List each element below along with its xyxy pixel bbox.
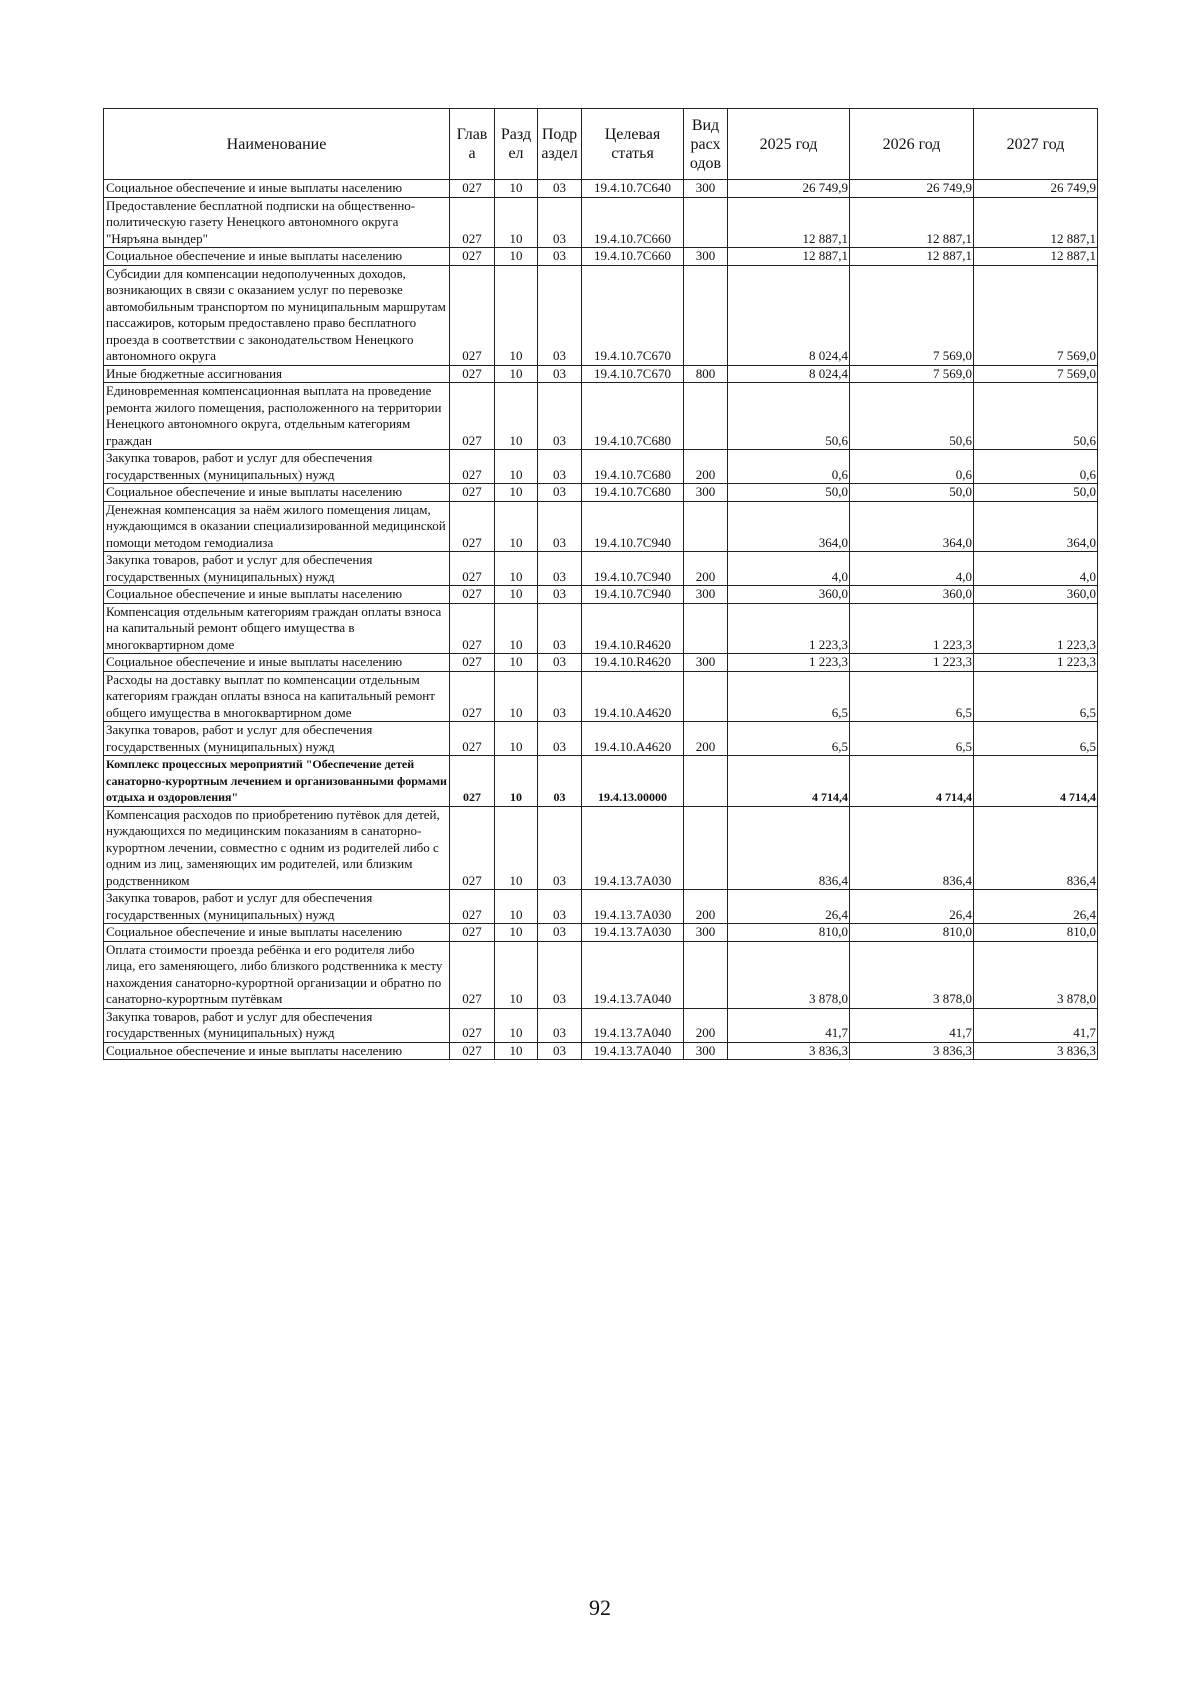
cell-vid bbox=[684, 806, 728, 890]
cell-2027: 810,0 bbox=[974, 924, 1098, 942]
cell-razdel: 10 bbox=[495, 450, 538, 484]
cell-statya: 19.4.10.А4620 bbox=[582, 722, 684, 756]
cell-vid bbox=[684, 383, 728, 450]
cell-vid: 800 bbox=[684, 365, 728, 383]
cell-podrazdel: 03 bbox=[538, 756, 582, 807]
header-razdel: Разд ел bbox=[495, 109, 538, 180]
cell-name: Закупка товаров, работ и услуг для обеспечения государственных (муниципальных) нужд bbox=[104, 1008, 450, 1042]
cell-razdel: 10 bbox=[495, 586, 538, 604]
cell-2025: 4,0 bbox=[728, 552, 850, 586]
cell-name: Комплекс процессных мероприятий "Обеспечение детей санаторно-курортным лечением и организованными формами отдыха и оздоровления" bbox=[104, 756, 450, 807]
cell-glava: 027 bbox=[450, 383, 495, 450]
cell-2025: 810,0 bbox=[728, 924, 850, 942]
cell-razdel: 10 bbox=[495, 941, 538, 1008]
cell-vid: 300 bbox=[684, 248, 728, 266]
cell-vid: 300 bbox=[684, 1042, 728, 1060]
cell-glava: 027 bbox=[450, 365, 495, 383]
cell-vid: 200 bbox=[684, 1008, 728, 1042]
cell-statya: 19.4.10.7С660 bbox=[582, 248, 684, 266]
cell-razdel: 10 bbox=[495, 924, 538, 942]
cell-2027: 6,5 bbox=[974, 722, 1098, 756]
table-row bbox=[104, 924, 1098, 942]
page-number: 92 bbox=[589, 1595, 611, 1620]
cell-2025: 50,6 bbox=[728, 383, 850, 450]
cell-name: Социальное обеспечение и иные выплаты населению bbox=[104, 248, 450, 266]
cell-statya: 19.4.10.7С940 bbox=[582, 552, 684, 586]
cell-glava: 027 bbox=[450, 671, 495, 722]
cell-vid bbox=[684, 603, 728, 654]
table-row bbox=[104, 484, 1098, 502]
cell-2027: 1 223,3 bbox=[974, 603, 1098, 654]
cell-glava: 027 bbox=[450, 1008, 495, 1042]
cell-name: Субсидии для компенсации недополученных доходов, возникающих в связи с оказанием услуг по перевозке автомобильным транспортом по муниципальным маршрутам пассажиров, которым предоставлено право бесплатного проезда в соответствии с законодательством Ненецкого автономного округа bbox=[104, 265, 450, 365]
cell-podrazdel: 03 bbox=[538, 603, 582, 654]
table-row bbox=[104, 248, 1098, 266]
cell-podrazdel: 03 bbox=[538, 501, 582, 552]
cell-vid bbox=[684, 501, 728, 552]
cell-podrazdel: 03 bbox=[538, 365, 582, 383]
cell-2026: 6,5 bbox=[850, 671, 974, 722]
cell-razdel: 10 bbox=[495, 722, 538, 756]
table-row bbox=[104, 383, 1098, 450]
cell-statya: 19.4.13.7А030 bbox=[582, 924, 684, 942]
cell-podrazdel: 03 bbox=[538, 383, 582, 450]
table-row bbox=[104, 722, 1098, 756]
cell-glava: 027 bbox=[450, 924, 495, 942]
table-row bbox=[104, 806, 1098, 890]
cell-2027: 26 749,9 bbox=[974, 180, 1098, 198]
cell-2027: 3 878,0 bbox=[974, 941, 1098, 1008]
cell-razdel: 10 bbox=[495, 383, 538, 450]
cell-2025: 364,0 bbox=[728, 501, 850, 552]
cell-2026: 6,5 bbox=[850, 722, 974, 756]
cell-2025: 0,6 bbox=[728, 450, 850, 484]
cell-glava: 027 bbox=[450, 501, 495, 552]
cell-glava: 027 bbox=[450, 890, 495, 924]
cell-statya: 19.4.13.7А040 bbox=[582, 941, 684, 1008]
cell-statya: 19.4.10.7С940 bbox=[582, 586, 684, 604]
cell-razdel: 10 bbox=[495, 265, 538, 365]
cell-2027: 7 569,0 bbox=[974, 265, 1098, 365]
cell-razdel: 10 bbox=[495, 365, 538, 383]
cell-vid: 300 bbox=[684, 484, 728, 502]
header-glava: Глав а bbox=[450, 109, 495, 180]
cell-vid: 300 bbox=[684, 180, 728, 198]
cell-2027: 41,7 bbox=[974, 1008, 1098, 1042]
cell-2026: 41,7 bbox=[850, 1008, 974, 1042]
cell-glava: 027 bbox=[450, 265, 495, 365]
cell-2025: 8 024,4 bbox=[728, 265, 850, 365]
cell-2026: 26,4 bbox=[850, 890, 974, 924]
table-row bbox=[104, 197, 1098, 248]
cell-name: Социальное обеспечение и иные выплаты населению bbox=[104, 1042, 450, 1060]
cell-name: Предоставление бесплатной подписки на общественно-политическую газету Ненецкого автономного округа "Няръяна вындер" bbox=[104, 197, 450, 248]
table-row bbox=[104, 180, 1098, 198]
cell-podrazdel: 03 bbox=[538, 180, 582, 198]
cell-statya: 19.4.10.А4620 bbox=[582, 671, 684, 722]
cell-2025: 836,4 bbox=[728, 806, 850, 890]
cell-vid: 200 bbox=[684, 722, 728, 756]
cell-2026: 0,6 bbox=[850, 450, 974, 484]
cell-2026: 360,0 bbox=[850, 586, 974, 604]
cell-statya: 19.4.10.7С680 bbox=[582, 450, 684, 484]
cell-razdel: 10 bbox=[495, 248, 538, 266]
cell-2025: 50,0 bbox=[728, 484, 850, 502]
cell-2025: 1 223,3 bbox=[728, 603, 850, 654]
budget-table bbox=[103, 108, 1098, 1060]
cell-statya: 19.4.13.00000 bbox=[582, 756, 684, 807]
cell-glava: 027 bbox=[450, 654, 495, 672]
cell-2025: 6,5 bbox=[728, 671, 850, 722]
cell-glava: 027 bbox=[450, 248, 495, 266]
table-row bbox=[104, 1042, 1098, 1060]
cell-podrazdel: 03 bbox=[538, 586, 582, 604]
cell-2026: 50,0 bbox=[850, 484, 974, 502]
cell-razdel: 10 bbox=[495, 603, 538, 654]
cell-glava: 027 bbox=[450, 603, 495, 654]
cell-2026: 7 569,0 bbox=[850, 365, 974, 383]
cell-razdel: 10 bbox=[495, 806, 538, 890]
cell-2025: 26 749,9 bbox=[728, 180, 850, 198]
cell-podrazdel: 03 bbox=[538, 1008, 582, 1042]
cell-name: Социальное обеспечение и иные выплаты населению bbox=[104, 180, 450, 198]
cell-name: Закупка товаров, работ и услуг для обеспечения государственных (муниципальных) нужд bbox=[104, 450, 450, 484]
cell-name: Расходы на доставку выплат по компенсации отдельным категориям граждан оплаты взноса на капитальный ремонт общего имущества в многоквартирном доме bbox=[104, 671, 450, 722]
cell-2027: 7 569,0 bbox=[974, 365, 1098, 383]
cell-name: Закупка товаров, работ и услуг для обеспечения государственных (муниципальных) нужд bbox=[104, 552, 450, 586]
table-row bbox=[104, 450, 1098, 484]
cell-glava: 027 bbox=[450, 197, 495, 248]
cell-vid bbox=[684, 197, 728, 248]
cell-statya: 19.4.10.7С940 bbox=[582, 501, 684, 552]
cell-2025: 4 714,4 bbox=[728, 756, 850, 807]
cell-razdel: 10 bbox=[495, 484, 538, 502]
cell-statya: 19.4.10.7С680 bbox=[582, 484, 684, 502]
cell-razdel: 10 bbox=[495, 1042, 538, 1060]
cell-razdel: 10 bbox=[495, 501, 538, 552]
cell-2025: 8 024,4 bbox=[728, 365, 850, 383]
cell-glava: 027 bbox=[450, 756, 495, 807]
cell-razdel: 10 bbox=[495, 890, 538, 924]
cell-vid: 300 bbox=[684, 924, 728, 942]
cell-statya: 19.4.10.R4620 bbox=[582, 603, 684, 654]
header-2027: 2027 год bbox=[974, 109, 1098, 180]
cell-razdel: 10 bbox=[495, 671, 538, 722]
table-header-row bbox=[104, 109, 1098, 180]
cell-podrazdel: 03 bbox=[538, 484, 582, 502]
cell-podrazdel: 03 bbox=[538, 671, 582, 722]
cell-2025: 26,4 bbox=[728, 890, 850, 924]
cell-name: Иные бюджетные ассигнования bbox=[104, 365, 450, 383]
header-vid: Вид расх одов bbox=[684, 109, 728, 180]
cell-2026: 7 569,0 bbox=[850, 265, 974, 365]
table-row bbox=[104, 890, 1098, 924]
table-row bbox=[104, 1008, 1098, 1042]
cell-podrazdel: 03 bbox=[538, 806, 582, 890]
cell-name: Компенсация расходов по приобретению путёвок для детей, нуждающихся по медицинским показаниям в санаторно-курортном лечении, совместно с одним из родителей либо с одним из лиц, заменяющих им родителей, или близким родственником bbox=[104, 806, 450, 890]
cell-2025: 12 887,1 bbox=[728, 197, 850, 248]
cell-podrazdel: 03 bbox=[538, 654, 582, 672]
header-statya: Целевая статья bbox=[582, 109, 684, 180]
cell-glava: 027 bbox=[450, 586, 495, 604]
cell-2027: 1 223,3 bbox=[974, 654, 1098, 672]
cell-2026: 836,4 bbox=[850, 806, 974, 890]
cell-2026: 1 223,3 bbox=[850, 603, 974, 654]
cell-2027: 6,5 bbox=[974, 671, 1098, 722]
cell-name: Закупка товаров, работ и услуг для обеспечения государственных (муниципальных) нужд bbox=[104, 722, 450, 756]
table-row bbox=[104, 552, 1098, 586]
cell-2026: 4,0 bbox=[850, 552, 974, 586]
cell-razdel: 10 bbox=[495, 552, 538, 586]
cell-podrazdel: 03 bbox=[538, 1042, 582, 1060]
header-2025: 2025 год bbox=[728, 109, 850, 180]
cell-vid: 200 bbox=[684, 450, 728, 484]
cell-glava: 027 bbox=[450, 552, 495, 586]
cell-2027: 50,6 bbox=[974, 383, 1098, 450]
cell-2026: 12 887,1 bbox=[850, 248, 974, 266]
cell-glava: 027 bbox=[450, 941, 495, 1008]
cell-podrazdel: 03 bbox=[538, 722, 582, 756]
cell-razdel: 10 bbox=[495, 654, 538, 672]
cell-statya: 19.4.13.7А040 bbox=[582, 1008, 684, 1042]
cell-statya: 19.4.10.7С670 bbox=[582, 365, 684, 383]
cell-glava: 027 bbox=[450, 1042, 495, 1060]
cell-podrazdel: 03 bbox=[538, 924, 582, 942]
cell-2027: 4 714,4 bbox=[974, 756, 1098, 807]
cell-2026: 26 749,9 bbox=[850, 180, 974, 198]
cell-statya: 19.4.10.7С640 bbox=[582, 180, 684, 198]
cell-2027: 364,0 bbox=[974, 501, 1098, 552]
cell-2027: 12 887,1 bbox=[974, 197, 1098, 248]
cell-podrazdel: 03 bbox=[538, 941, 582, 1008]
cell-razdel: 10 bbox=[495, 1008, 538, 1042]
cell-vid bbox=[684, 941, 728, 1008]
table-row bbox=[104, 265, 1098, 365]
cell-razdel: 10 bbox=[495, 180, 538, 198]
header-name: Наименование bbox=[104, 109, 450, 180]
cell-vid: 200 bbox=[684, 552, 728, 586]
cell-vid: 200 bbox=[684, 890, 728, 924]
cell-2025: 3 836,3 bbox=[728, 1042, 850, 1060]
cell-2027: 0,6 bbox=[974, 450, 1098, 484]
table-row bbox=[104, 365, 1098, 383]
cell-statya: 19.4.10.7С680 bbox=[582, 383, 684, 450]
cell-2025: 41,7 bbox=[728, 1008, 850, 1042]
cell-glava: 027 bbox=[450, 484, 495, 502]
cell-glava: 027 bbox=[450, 806, 495, 890]
cell-vid bbox=[684, 671, 728, 722]
cell-name: Оплата стоимости проезда ребёнка и его родителя либо лица, его заменяющего, либо близкого родственника к месту нахождения санаторно-курортной организации и обратно по санаторно-курортным путёвкам bbox=[104, 941, 450, 1008]
cell-name: Социальное обеспечение и иные выплаты населению bbox=[104, 484, 450, 502]
cell-2026: 810,0 bbox=[850, 924, 974, 942]
cell-2027: 4,0 bbox=[974, 552, 1098, 586]
table-row bbox=[104, 586, 1098, 604]
cell-2026: 3 836,3 bbox=[850, 1042, 974, 1060]
cell-name: Закупка товаров, работ и услуг для обеспечения государственных (муниципальных) нужд bbox=[104, 890, 450, 924]
table-row bbox=[104, 671, 1098, 722]
cell-name: Компенсация отдельным категориям граждан оплаты взноса на капитальный ремонт общего имущества в многоквартирном доме bbox=[104, 603, 450, 654]
cell-podrazdel: 03 bbox=[538, 265, 582, 365]
cell-2025: 360,0 bbox=[728, 586, 850, 604]
header-podrazdel: Подр аздел bbox=[538, 109, 582, 180]
cell-2026: 12 887,1 bbox=[850, 197, 974, 248]
cell-podrazdel: 03 bbox=[538, 450, 582, 484]
cell-podrazdel: 03 bbox=[538, 552, 582, 586]
cell-name: Денежная компенсация за наём жилого помещения лицам, нуждающимся в оказании специализированной медицинской помощи методом гемодиализа bbox=[104, 501, 450, 552]
cell-podrazdel: 03 bbox=[538, 197, 582, 248]
cell-glava: 027 bbox=[450, 180, 495, 198]
cell-glava: 027 bbox=[450, 722, 495, 756]
cell-name: Единовременная компенсационная выплата на проведение ремонта жилого помещения, расположенного на территории Ненецкого автономного округа, отдельным категориям граждан bbox=[104, 383, 450, 450]
cell-2027: 12 887,1 bbox=[974, 248, 1098, 266]
cell-name: Социальное обеспечение и иные выплаты населению bbox=[104, 586, 450, 604]
cell-2025: 1 223,3 bbox=[728, 654, 850, 672]
cell-vid: 300 bbox=[684, 586, 728, 604]
cell-2027: 3 836,3 bbox=[974, 1042, 1098, 1060]
cell-vid: 300 bbox=[684, 654, 728, 672]
cell-2026: 3 878,0 bbox=[850, 941, 974, 1008]
cell-2025: 3 878,0 bbox=[728, 941, 850, 1008]
cell-2027: 26,4 bbox=[974, 890, 1098, 924]
cell-2027: 50,0 bbox=[974, 484, 1098, 502]
cell-2026: 1 223,3 bbox=[850, 654, 974, 672]
budget-table-container bbox=[103, 108, 1097, 1060]
cell-statya: 19.4.13.7А030 bbox=[582, 806, 684, 890]
cell-2027: 360,0 bbox=[974, 586, 1098, 604]
cell-2026: 4 714,4 bbox=[850, 756, 974, 807]
cell-2027: 836,4 bbox=[974, 806, 1098, 890]
cell-statya: 19.4.13.7А040 bbox=[582, 1042, 684, 1060]
table-row bbox=[104, 756, 1098, 807]
cell-name: Социальное обеспечение и иные выплаты населению bbox=[104, 924, 450, 942]
cell-podrazdel: 03 bbox=[538, 248, 582, 266]
cell-statya: 19.4.10.7С670 bbox=[582, 265, 684, 365]
cell-razdel: 10 bbox=[495, 756, 538, 807]
cell-statya: 19.4.13.7А030 bbox=[582, 890, 684, 924]
cell-glava: 027 bbox=[450, 450, 495, 484]
cell-2026: 50,6 bbox=[850, 383, 974, 450]
table-row bbox=[104, 941, 1098, 1008]
cell-statya: 19.4.10.7С660 bbox=[582, 197, 684, 248]
cell-statya: 19.4.10.R4620 bbox=[582, 654, 684, 672]
table-body bbox=[104, 180, 1098, 1060]
cell-2025: 6,5 bbox=[728, 722, 850, 756]
cell-2026: 364,0 bbox=[850, 501, 974, 552]
table-row bbox=[104, 603, 1098, 654]
cell-vid bbox=[684, 756, 728, 807]
cell-razdel: 10 bbox=[495, 197, 538, 248]
cell-vid bbox=[684, 265, 728, 365]
header-2026: 2026 год bbox=[850, 109, 974, 180]
cell-podrazdel: 03 bbox=[538, 890, 582, 924]
table-row bbox=[104, 654, 1098, 672]
table-row bbox=[104, 501, 1098, 552]
cell-name: Социальное обеспечение и иные выплаты населению bbox=[104, 654, 450, 672]
cell-2025: 12 887,1 bbox=[728, 248, 850, 266]
